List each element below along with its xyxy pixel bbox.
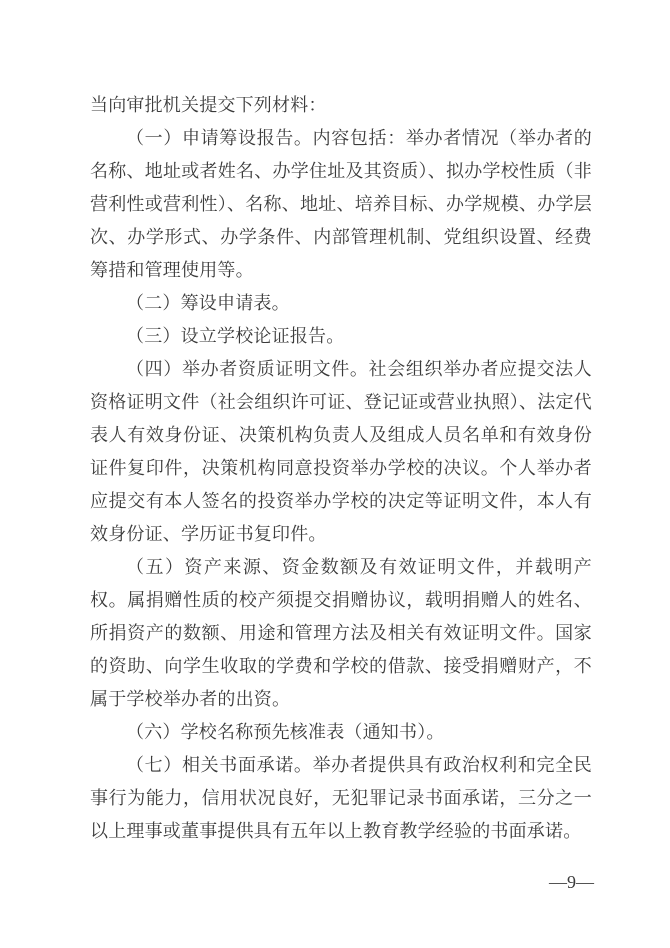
- document-text-block: [90, 89, 592, 848]
- paragraph-item-3: （三）设立学校论证报告。: [126, 326, 345, 346]
- paragraph-continuation: 当向审批机关提交下列材料：: [90, 95, 327, 115]
- page-number: —9—: [549, 872, 594, 892]
- paragraph-item-2: （二）筹设申请表。: [126, 293, 290, 313]
- paragraph-item-7: （七）相关书面承诺。举办者提供具有政治权利和完全民事行为能力，信用状况良好，无犯罪记录书面承诺，三分之一以上理事或董事提供具有五年以上教育教学经验的书面承诺。: [90, 755, 592, 841]
- paragraph-item-4: （四）举办者资质证明文件。社会组织举办者应提交法人资格证明文件（社会组织许可证、登记证或营业执照）、法定代表人有效身份证、决策机构负责人及组成人员名单和有效身份证件复印件，决策机构同意投资举办学校的决议。个人举办者应提交有本人签名的投资举办学校的决定等证明文件，本人有效身份证、学历证书复印件。: [90, 359, 592, 544]
- paragraph-item-6: （六）学校名称预先核准表（通知书）。: [126, 722, 445, 742]
- paragraph-item-1: （一）申请筹设报告。内容包括：举办者情况（举办者的名称、地址或者姓名、办学住址及其资质）、拟办学校性质（非营利性或营利性）、名称、地址、培养目标、办学规模、办学层次、办学形式、办学条件、内部管理机制、党组织设置、经费筹措和管理使用等。: [90, 128, 592, 280]
- paragraph-item-5: （五）资产来源、资金数额及有效证明文件，并载明产权。属捐赠性质的校产须提交捐赠协议，载明捐赠人的姓名、所捐资产的数额、用途和管理方法及相关有效证明文件。国家的资助、向学生收取的学费和学校的借款、接受捐赠财产，不属于学校举办者的出资。: [90, 557, 592, 709]
